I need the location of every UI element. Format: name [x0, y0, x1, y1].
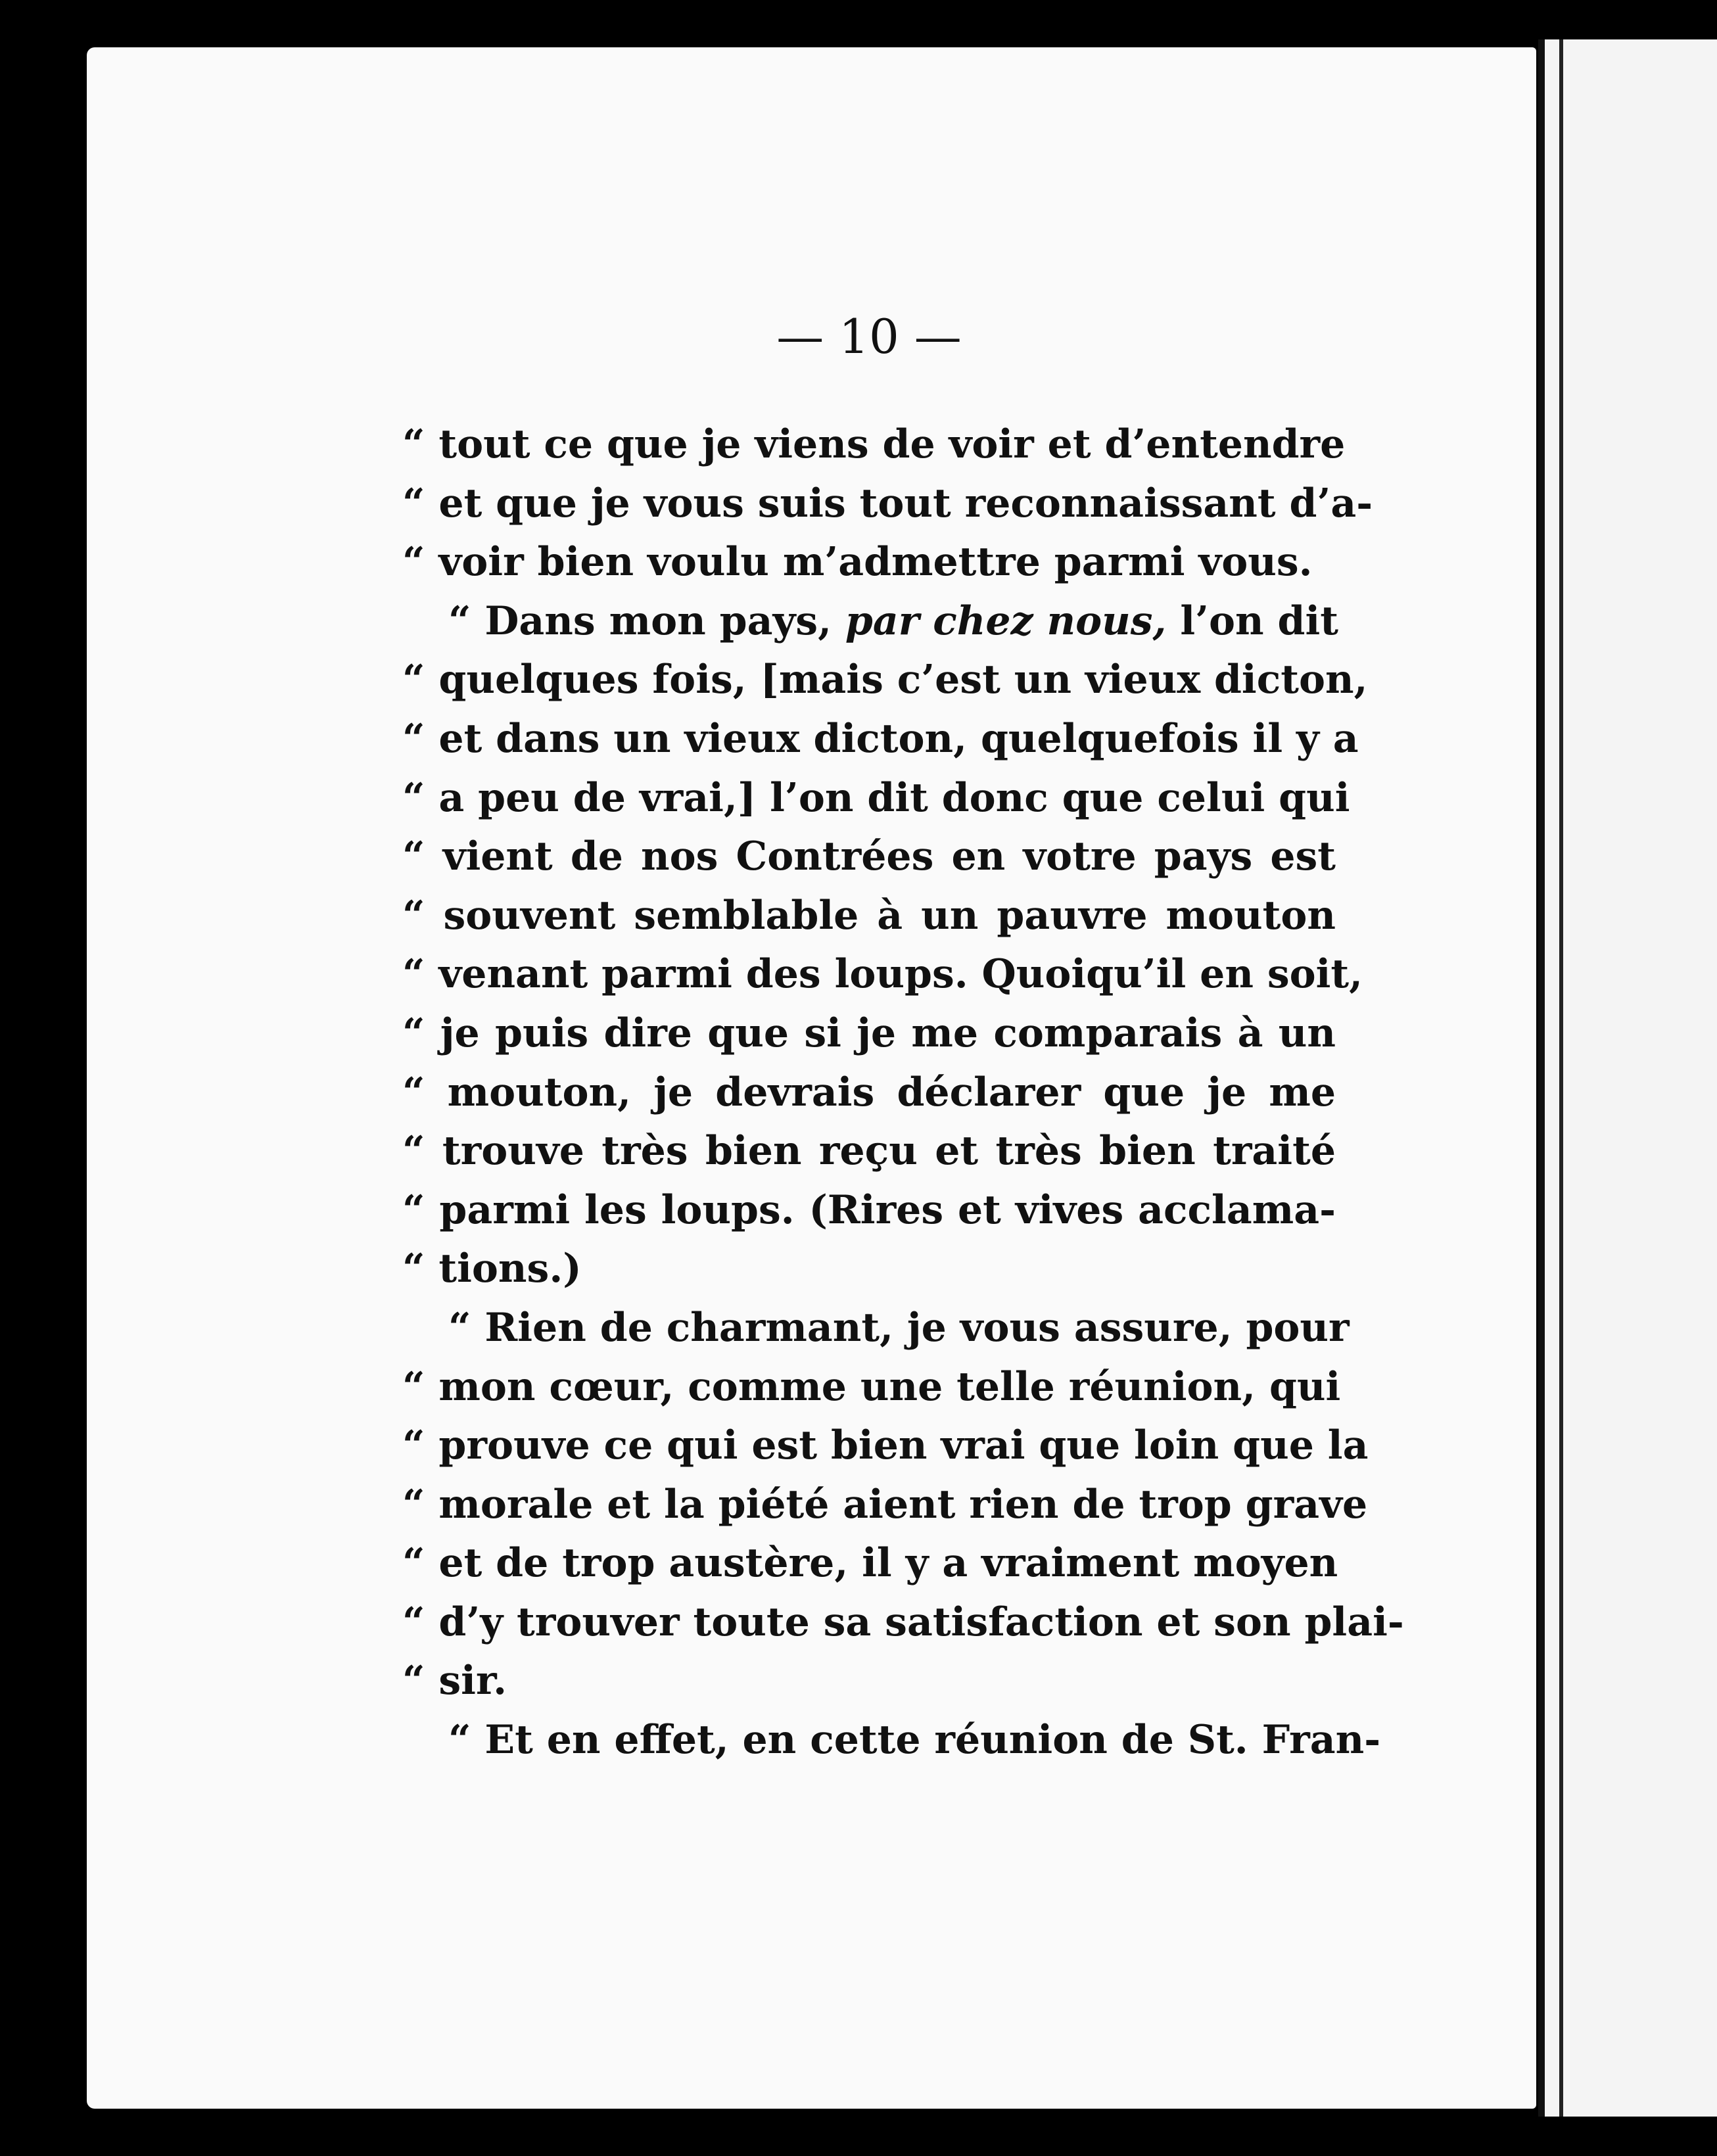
- text-line: “ et que je vous suis tout reconnaissant d’a-: [402, 480, 1373, 527]
- text-line: “ et de trop austère, il y a vraiment moyen: [402, 1540, 1338, 1587]
- italic-phrase: par chez nous,: [845, 598, 1167, 644]
- text-line: “ tions.): [402, 1246, 582, 1292]
- text-line: “ d’y trouver toute sa satisfaction et son plai-: [402, 1599, 1404, 1645]
- text-line: “ je puis dire que si je me comparais à un: [402, 1010, 1336, 1056]
- text-line: “ sir.: [402, 1658, 507, 1704]
- text-line: “ mon cœur, comme une telle réunion, qui: [402, 1363, 1341, 1410]
- text-line: “ quelques fois, [mais c’est un vieux dicton,: [402, 657, 1368, 703]
- text-line: [402, 592, 1339, 651]
- text-line: “ prouve ce qui est bien vrai que loin que la: [402, 1422, 1369, 1469]
- book-page: [87, 47, 1536, 2109]
- text-line: “ Rien de charmant, je vous assure, pour: [448, 1304, 1350, 1351]
- text-line: “ et dans un vieux dicton, quelquefois il y a: [402, 715, 1359, 762]
- text-line: “ morale et la piété aient rien de trop grave: [402, 1481, 1368, 1528]
- text-segment: l’on dit: [1180, 598, 1339, 644]
- text-line: “ vient de nos Contrées en votre pays est: [402, 833, 1336, 880]
- text-line: “ venant parmi des loups. Quoiqu’il en soit,: [402, 951, 1363, 998]
- text-line: “ souvent semblable à un pauvre mouton: [402, 892, 1336, 939]
- text-line: “ Et en effet, en cette réunion de St. Fran-: [448, 1717, 1381, 1764]
- body-text: [402, 415, 1404, 1770]
- text-line: “ parmi les loups. (Rires et vives acclama-: [402, 1186, 1336, 1233]
- text-line: “ trouve très bien reçu et très bien traité: [402, 1128, 1336, 1175]
- text-segment: “ Dans mon pays,: [448, 598, 832, 644]
- page-number: — 10 —: [776, 309, 962, 364]
- text-line: “ tout ce que je viens de voir et d’entendre: [402, 421, 1346, 467]
- text-line: “ mouton, je devrais déclarer que je me: [402, 1069, 1336, 1115]
- text-line: “ a peu de vrai,] l’on dit donc que celui qui: [402, 774, 1350, 821]
- facing-page-edge: [1538, 39, 1717, 2117]
- text-line: “ voir bien voulu m’admettre parmi vous.: [402, 539, 1313, 586]
